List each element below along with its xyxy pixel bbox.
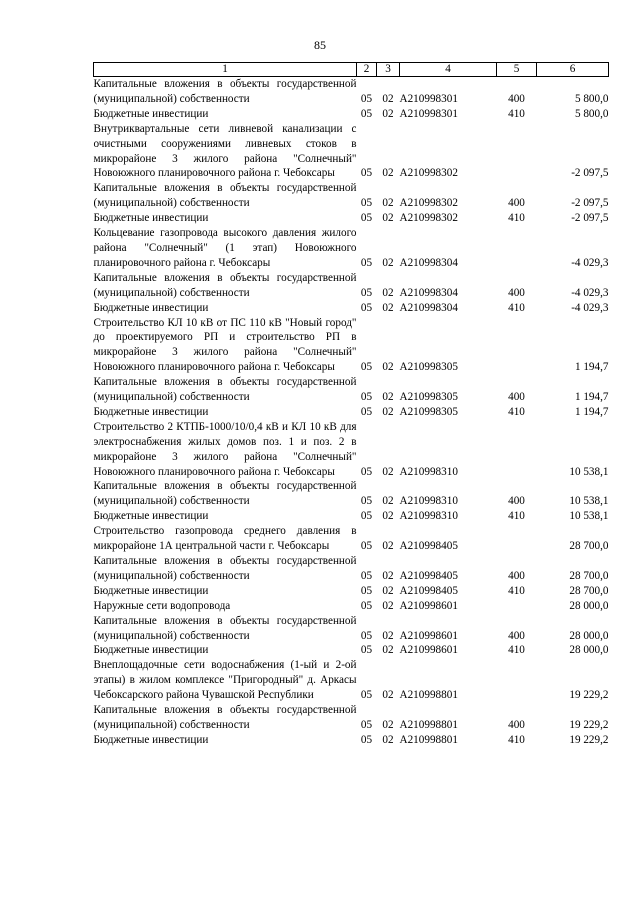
target-code: А210998601 xyxy=(399,644,458,657)
subsection-code: 02 xyxy=(382,629,394,642)
section-code: 05 xyxy=(360,212,373,225)
subsection-code: 02 xyxy=(382,197,394,210)
subsection-code: 02 xyxy=(382,510,394,523)
subsection-code: 02 xyxy=(382,465,394,478)
target-code: А210998301 xyxy=(399,92,458,105)
amount: 19 229,2 xyxy=(569,718,609,731)
item-name: Строительство КЛ 10 кВ от ПС 110 кВ "Новый город" до проектируемого РП и строительство РП в микрорайоне 3 жилого района "Солнечный" Новоюжного планировочного района г. Чебоксары xyxy=(93,316,357,374)
table-row xyxy=(94,77,609,107)
item-name: Внеплощадочные сети водоснабжения (1-ый и 2-ой этапы) в жилом комплексе "Пригородный" д. Аркасы Чебоксарского района Чувашской Республики xyxy=(93,659,357,702)
table-row xyxy=(94,122,609,182)
item-name: Бюджетные инвестиции xyxy=(93,584,209,597)
section-code: 05 xyxy=(360,644,373,657)
expense-type xyxy=(497,524,537,554)
header-col-4: 4 xyxy=(400,63,497,77)
item-name: Кольцевание газопровода высокого давления жилого района "Солнечный" (1 этап) Новоюжного планировочного района г. Чебоксары xyxy=(93,227,357,269)
subsection-code: 02 xyxy=(382,286,394,299)
expense-type: 400 xyxy=(508,718,525,731)
item-name: Капитальные вложения в объекты государственной (муниципальной) собственности xyxy=(93,480,357,508)
item-name: Строительство 2 КТПБ-1000/10/0,4 кВ и КЛ 10 кВ для электроснабжения жилых домов поз. 1 и поз. 2 в микрорайоне 3 жилого района "Солнечный" Новоюжного планировочного района г. Чебоксары xyxy=(93,420,357,478)
header-col-3: 3 xyxy=(377,63,400,77)
expense-type xyxy=(497,226,537,271)
amount: 1 194,7 xyxy=(574,361,609,374)
section-code: 05 xyxy=(360,361,373,374)
item-name: Бюджетные инвестиции xyxy=(93,510,209,523)
expense-type: 410 xyxy=(508,107,525,120)
target-code: А210998310 xyxy=(399,510,458,523)
amount: -4 029,3 xyxy=(571,256,609,269)
target-code: А210998302 xyxy=(399,197,458,210)
section-code: 05 xyxy=(360,286,373,299)
subsection-code: 02 xyxy=(382,569,394,582)
subsection-code: 02 xyxy=(382,107,394,120)
amount: 1 194,7 xyxy=(574,391,609,404)
expense-type xyxy=(497,658,537,703)
section-code: 05 xyxy=(360,197,373,210)
page-number: 85 xyxy=(314,38,326,52)
table-row xyxy=(94,316,609,376)
section-code: 05 xyxy=(360,689,373,702)
header-col-1: 1 xyxy=(94,63,357,77)
target-code: А210998305 xyxy=(399,405,458,418)
table-row xyxy=(94,181,609,211)
expense-type: 400 xyxy=(508,197,525,210)
table-row xyxy=(94,226,609,271)
expense-type: 400 xyxy=(508,92,525,105)
expense-type: 400 xyxy=(508,629,525,642)
header-col-2: 2 xyxy=(357,63,377,77)
expense-type xyxy=(497,599,537,614)
subsection-code: 02 xyxy=(382,644,394,657)
section-code: 05 xyxy=(360,540,373,553)
item-name: Бюджетные инвестиции xyxy=(93,212,209,225)
item-name: Наружные сети водопровода xyxy=(93,599,231,612)
item-name: Капитальные вложения в объекты государственной (муниципальной) собственности xyxy=(93,614,357,642)
section-code: 05 xyxy=(360,301,373,314)
section-code: 05 xyxy=(360,256,373,269)
expense-type: 410 xyxy=(508,733,525,746)
table-row xyxy=(94,524,609,554)
section-code: 05 xyxy=(360,718,373,731)
subsection-code: 02 xyxy=(382,301,394,314)
section-code: 05 xyxy=(360,495,373,508)
table-row xyxy=(94,301,609,316)
table-row xyxy=(94,703,609,733)
table-row xyxy=(94,643,609,658)
target-code: А210998305 xyxy=(399,391,458,404)
target-code: А210998304 xyxy=(399,301,458,314)
amount: 28 000,0 xyxy=(569,644,609,657)
table-row xyxy=(94,614,609,644)
amount: 28 000,0 xyxy=(569,629,609,642)
table-row xyxy=(94,599,609,614)
amount: 5 800,0 xyxy=(574,92,609,105)
header-col-5: 5 xyxy=(497,63,537,77)
subsection-code: 02 xyxy=(382,361,394,374)
table-row xyxy=(94,375,609,405)
table-row xyxy=(94,107,609,122)
target-code: А210998302 xyxy=(399,212,458,225)
header-col-6: 6 xyxy=(537,63,609,77)
amount: 10 538,1 xyxy=(569,495,609,508)
amount: -4 029,3 xyxy=(571,301,609,314)
expense-type xyxy=(497,316,537,376)
target-code: А210998301 xyxy=(399,107,458,120)
section-code: 05 xyxy=(360,629,373,642)
target-code: А210998601 xyxy=(399,629,458,642)
table-row xyxy=(94,420,609,480)
table-row xyxy=(94,405,609,420)
table-row xyxy=(94,733,609,748)
target-code: А210998801 xyxy=(399,718,458,731)
table-row xyxy=(94,271,609,301)
item-name: Капитальные вложения в объекты государственной (муниципальной) собственности xyxy=(93,555,357,582)
amount: -2 097,5 xyxy=(571,167,609,180)
subsection-code: 02 xyxy=(382,733,394,746)
amount: 10 538,1 xyxy=(569,465,609,478)
target-code: А210998310 xyxy=(399,465,458,478)
amount: 19 229,2 xyxy=(569,733,609,746)
section-code: 05 xyxy=(360,733,373,746)
table-row xyxy=(94,509,609,524)
expense-type: 410 xyxy=(508,212,525,225)
subsection-code: 02 xyxy=(382,405,394,418)
section-code: 05 xyxy=(360,510,373,523)
amount: 5 800,0 xyxy=(574,107,609,120)
target-code: А210998405 xyxy=(399,584,458,597)
target-code: А210998801 xyxy=(399,733,458,746)
section-code: 05 xyxy=(360,391,373,404)
amount: 28 000,0 xyxy=(569,599,609,612)
subsection-code: 02 xyxy=(382,718,394,731)
amount: 28 700,0 xyxy=(569,569,609,582)
item-name: Бюджетные инвестиции xyxy=(93,405,209,418)
target-code: А210998601 xyxy=(399,599,458,612)
target-code: А210998310 xyxy=(399,495,458,508)
subsection-code: 02 xyxy=(382,495,394,508)
section-code: 05 xyxy=(360,167,373,180)
expense-type: 400 xyxy=(508,391,525,404)
subsection-code: 02 xyxy=(382,391,394,404)
target-code: А210998304 xyxy=(399,256,458,269)
amount: 1 194,7 xyxy=(574,405,609,418)
item-name: Капитальные вложения в объекты государственной (муниципальной) собственности xyxy=(93,376,357,404)
subsection-code: 02 xyxy=(382,256,394,269)
amount: -2 097,5 xyxy=(571,197,609,210)
item-name: Капитальные вложения в объекты государственной (муниципальной) собственности xyxy=(93,704,357,731)
target-code: А210998304 xyxy=(399,286,458,299)
subsection-code: 02 xyxy=(382,599,394,612)
expense-type: 400 xyxy=(508,569,525,582)
item-name: Строительство газопровода среднего давления в микрорайоне 1А центральной части г. Чебоксары xyxy=(93,525,357,553)
subsection-code: 02 xyxy=(382,212,394,225)
expense-type: 410 xyxy=(508,584,525,597)
amount: 10 538,1 xyxy=(569,510,609,523)
item-name: Бюджетные инвестиции xyxy=(93,733,209,746)
subsection-code: 02 xyxy=(382,584,394,597)
item-name: Бюджетные инвестиции xyxy=(93,301,209,314)
section-code: 05 xyxy=(360,92,373,105)
section-code: 05 xyxy=(360,107,373,120)
table-row xyxy=(94,554,609,584)
amount: 28 700,0 xyxy=(569,540,609,553)
budget-table xyxy=(93,62,609,748)
table-row xyxy=(94,658,609,703)
item-name: Внутриквартальные сети ливневой канализации с очистными сооружениями ливневых стоков в микрорайоне 3 жилого района "Солнечный" Новоюжного планировочного района г. Чебоксары xyxy=(93,122,357,180)
amount: -4 029,3 xyxy=(571,286,609,299)
subsection-code: 02 xyxy=(382,689,394,702)
item-name: Капитальные вложения в объекты государственной (муниципальной) собственности xyxy=(93,271,357,299)
section-code: 05 xyxy=(360,599,373,612)
expense-type xyxy=(497,420,537,480)
item-name: Капитальные вложения в объекты государственной (муниципальной) собственности xyxy=(93,182,357,210)
item-name: Бюджетные инвестиции xyxy=(93,107,209,120)
target-code: А210998801 xyxy=(399,689,458,702)
expense-type: 410 xyxy=(508,644,525,657)
expense-type: 410 xyxy=(508,405,525,418)
section-code: 05 xyxy=(360,584,373,597)
section-code: 05 xyxy=(360,569,373,582)
section-code: 05 xyxy=(360,465,373,478)
item-name: Бюджетные инвестиции xyxy=(93,644,209,657)
amount: 19 229,2 xyxy=(569,689,609,702)
expense-type: 400 xyxy=(508,286,525,299)
target-code: А210998405 xyxy=(399,569,458,582)
expense-type xyxy=(497,122,537,182)
item-name: Капитальные вложения в объекты государственной (муниципальной) собственности xyxy=(93,78,357,105)
amount: -2 097,5 xyxy=(571,212,609,225)
table-row xyxy=(94,584,609,599)
target-code: А210998405 xyxy=(399,540,458,553)
expense-type: 410 xyxy=(508,510,525,523)
table-row xyxy=(94,211,609,226)
target-code: А210998305 xyxy=(399,361,458,374)
expense-type: 400 xyxy=(508,495,525,508)
subsection-code: 02 xyxy=(382,92,394,105)
subsection-code: 02 xyxy=(382,540,394,553)
section-code: 05 xyxy=(360,405,373,418)
expense-type: 410 xyxy=(508,301,525,314)
amount: 28 700,0 xyxy=(569,584,609,597)
table-row xyxy=(94,479,609,509)
table-header-row xyxy=(94,63,609,77)
target-code: А210998302 xyxy=(399,167,458,180)
subsection-code: 02 xyxy=(382,167,394,180)
